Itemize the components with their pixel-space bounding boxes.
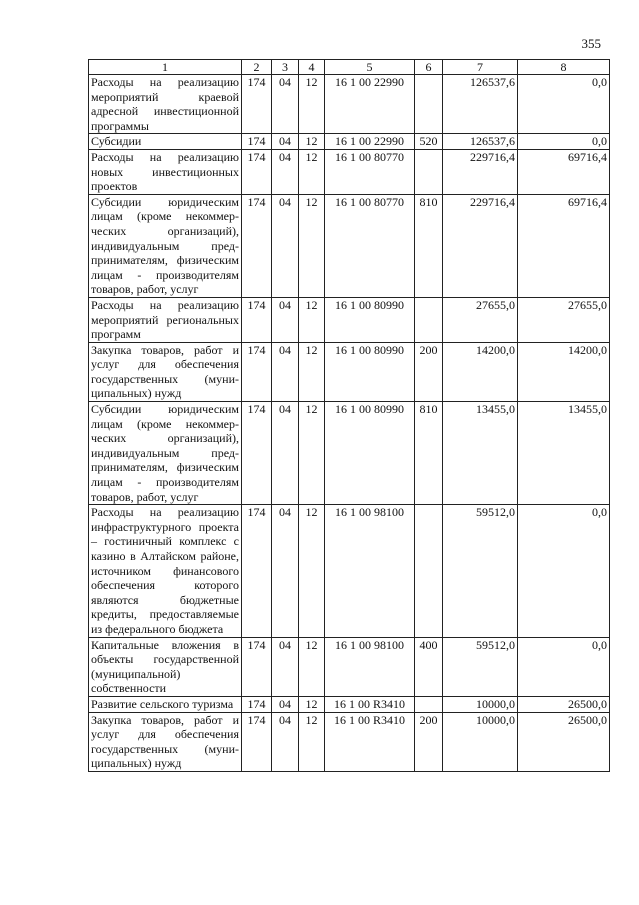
expense-name-cell: Закупка товаров, работ и услуг для обеспечения государственных (муниципальных) нужд <box>89 712 242 771</box>
amount-year1-cell: 59512,0 <box>443 637 518 696</box>
table-row <box>89 637 610 696</box>
expense-name-cell: Расходы на реализацию инфраструктурного проекта – гостиничный комплекс с казино в Алтайском районе, источником финансового обеспечения которого являются бюджетные кредиты, предоставляемые из федерального бюджета <box>89 505 242 637</box>
target-article-cell: 16 1 00 22990 <box>325 134 415 150</box>
amount-year1-cell: 126537,6 <box>443 75 518 134</box>
expense-type-cell <box>415 505 443 637</box>
ministry-code-cell: 174 <box>242 505 272 637</box>
target-article-cell: 16 1 00 80770 <box>325 149 415 194</box>
section-code-cell: 04 <box>272 637 299 696</box>
expense-name-cell: Капитальные вложения в объекты государственной (муниципальной) собственности <box>89 637 242 696</box>
section-code-cell: 04 <box>272 149 299 194</box>
target-article-cell: 16 1 00 98100 <box>325 637 415 696</box>
target-article-cell: 16 1 00 22990 <box>325 75 415 134</box>
ministry-code-cell: 174 <box>242 712 272 771</box>
page-number: 355 <box>581 36 601 51</box>
column-header: 7 <box>443 60 518 75</box>
expense-type-cell: 200 <box>415 712 443 771</box>
amount-year2-cell: 0,0 <box>518 505 610 637</box>
amount-year1-cell: 10000,0 <box>443 696 518 712</box>
column-number-header-row <box>89 60 610 75</box>
table-row <box>89 297 610 342</box>
ministry-code-cell: 174 <box>242 194 272 297</box>
amount-year1-cell: 14200,0 <box>443 342 518 401</box>
ministry-code-cell: 174 <box>242 402 272 505</box>
subsection-code-cell: 12 <box>299 149 325 194</box>
expense-name-cell: Расходы на реализацию мероприятий краевой адресной инвестиционной программы <box>89 75 242 134</box>
expense-type-cell <box>415 696 443 712</box>
section-code-cell: 04 <box>272 75 299 134</box>
table-row <box>89 696 610 712</box>
target-article-cell: 16 1 00 R3410 <box>325 696 415 712</box>
ministry-code-cell: 174 <box>242 149 272 194</box>
expense-name-cell: Развитие сельского туризма <box>89 696 242 712</box>
ministry-code-cell: 174 <box>242 637 272 696</box>
table-row <box>89 75 610 134</box>
column-header: 1 <box>89 60 242 75</box>
section-code-cell: 04 <box>272 712 299 771</box>
column-header: 6 <box>415 60 443 75</box>
amount-year2-cell: 26500,0 <box>518 712 610 771</box>
column-header: 4 <box>299 60 325 75</box>
table-row <box>89 505 610 637</box>
expense-type-cell <box>415 297 443 342</box>
target-article-cell: 16 1 00 80990 <box>325 297 415 342</box>
target-article-cell: 16 1 00 80990 <box>325 402 415 505</box>
subsection-code-cell: 12 <box>299 637 325 696</box>
subsection-code-cell: 12 <box>299 505 325 637</box>
section-code-cell: 04 <box>272 297 299 342</box>
amount-year2-cell: 0,0 <box>518 134 610 150</box>
amount-year2-cell: 0,0 <box>518 75 610 134</box>
table-row <box>89 402 610 505</box>
section-code-cell: 04 <box>272 402 299 505</box>
expense-name-cell: Расходы на реализацию новых инвестиционных проектов <box>89 149 242 194</box>
table-row <box>89 134 610 150</box>
expense-type-cell <box>415 149 443 194</box>
amount-year2-cell: 27655,0 <box>518 297 610 342</box>
expense-type-cell: 520 <box>415 134 443 150</box>
subsection-code-cell: 12 <box>299 75 325 134</box>
expense-type-cell: 200 <box>415 342 443 401</box>
subsection-code-cell: 12 <box>299 696 325 712</box>
ministry-code-cell: 174 <box>242 75 272 134</box>
amount-year2-cell: 26500,0 <box>518 696 610 712</box>
table-row <box>89 149 610 194</box>
section-code-cell: 04 <box>272 505 299 637</box>
target-article-cell: 16 1 00 R3410 <box>325 712 415 771</box>
expense-type-cell: 810 <box>415 402 443 505</box>
amount-year2-cell: 14200,0 <box>518 342 610 401</box>
column-header: 8 <box>518 60 610 75</box>
amount-year2-cell: 0,0 <box>518 637 610 696</box>
ministry-code-cell: 174 <box>242 297 272 342</box>
table-row <box>89 194 610 297</box>
ministry-code-cell: 174 <box>242 134 272 150</box>
expense-name-cell: Субсидии <box>89 134 242 150</box>
column-header: 3 <box>272 60 299 75</box>
target-article-cell: 16 1 00 80990 <box>325 342 415 401</box>
amount-year1-cell: 229716,4 <box>443 149 518 194</box>
column-header: 2 <box>242 60 272 75</box>
subsection-code-cell: 12 <box>299 342 325 401</box>
expense-name-cell: Расходы на реализацию мероприятий региональных программ <box>89 297 242 342</box>
amount-year1-cell: 59512,0 <box>443 505 518 637</box>
expense-type-cell: 400 <box>415 637 443 696</box>
table-row <box>89 342 610 401</box>
section-code-cell: 04 <box>272 342 299 401</box>
section-code-cell: 04 <box>272 194 299 297</box>
target-article-cell: 16 1 00 80770 <box>325 194 415 297</box>
target-article-cell: 16 1 00 98100 <box>325 505 415 637</box>
amount-year2-cell: 69716,4 <box>518 194 610 297</box>
section-code-cell: 04 <box>272 134 299 150</box>
subsection-code-cell: 12 <box>299 194 325 297</box>
expense-type-cell <box>415 75 443 134</box>
section-code-cell: 04 <box>272 696 299 712</box>
expense-type-cell: 810 <box>415 194 443 297</box>
amount-year2-cell: 13455,0 <box>518 402 610 505</box>
subsection-code-cell: 12 <box>299 712 325 771</box>
expense-name-cell: Закупка товаров, работ и услуг для обеспечения государственных (муниципальных) нужд <box>89 342 242 401</box>
amount-year1-cell: 126537,6 <box>443 134 518 150</box>
column-header: 5 <box>325 60 415 75</box>
subsection-code-cell: 12 <box>299 297 325 342</box>
expense-name-cell: Субсидии юридическим лицам (кроме некоммерческих организаций), индивидуальным предпринимателям, физическим лицам - производителям товаров, работ, услуг <box>89 402 242 505</box>
subsection-code-cell: 12 <box>299 402 325 505</box>
amount-year1-cell: 229716,4 <box>443 194 518 297</box>
ministry-code-cell: 174 <box>242 696 272 712</box>
expense-name-cell: Субсидии юридическим лицам (кроме некоммерческих организаций), индивидуальным предпринимателям, физическим лицам - производителям товаров, работ, услуг <box>89 194 242 297</box>
ministry-code-cell: 174 <box>242 342 272 401</box>
budget-table <box>88 59 610 772</box>
amount-year1-cell: 13455,0 <box>443 402 518 505</box>
subsection-code-cell: 12 <box>299 134 325 150</box>
table-row <box>89 712 610 771</box>
amount-year1-cell: 27655,0 <box>443 297 518 342</box>
amount-year1-cell: 10000,0 <box>443 712 518 771</box>
amount-year2-cell: 69716,4 <box>518 149 610 194</box>
